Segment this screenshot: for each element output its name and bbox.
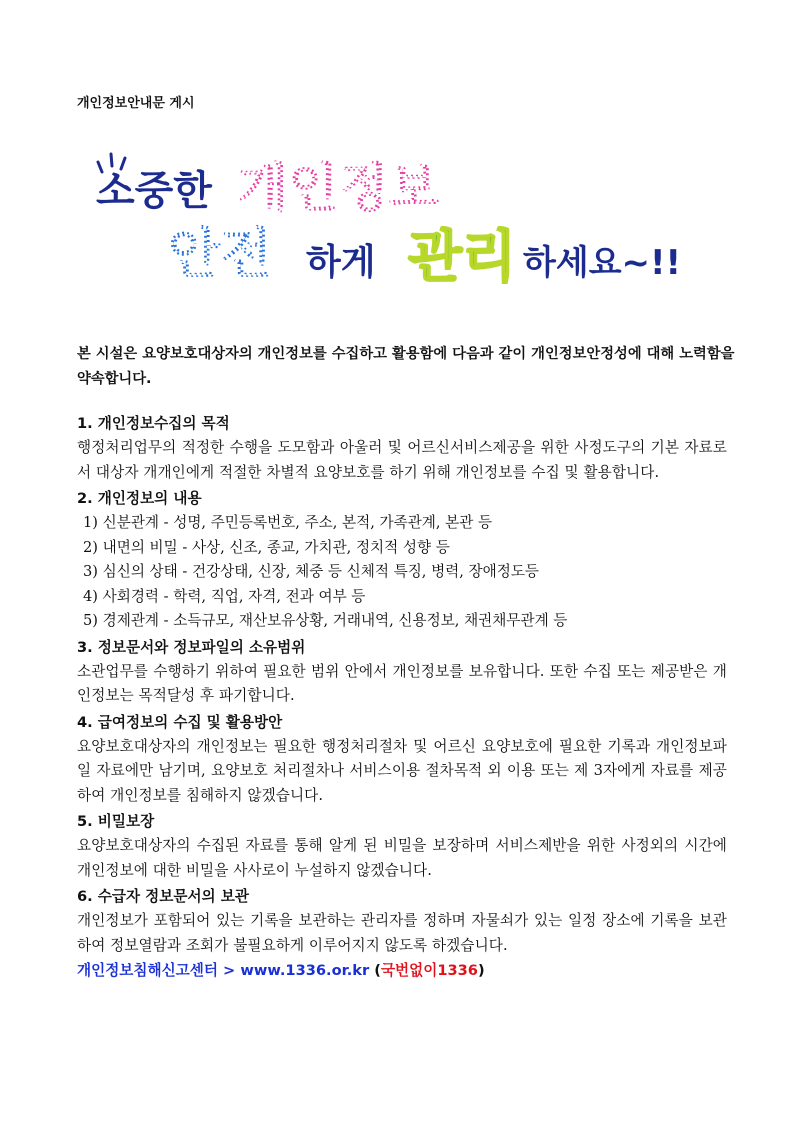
section-body: 행정처리업무의 적정한 수행을 도모함과 아울러 및 어르신서비스제공을 위한 사정도구의 기본 자료로서 대상자 개개인에게 적절한 차별적 요양보호를 하기 위해 개인정보를 수집 및 활용합니다. [77,439,727,481]
list-item: 3) 심신의 상태 - 건강상태, 신장, 체중 등 신체적 특징, 병력, 장애정도등 [83,563,540,580]
banner-line2-c: 관리 [408,225,517,290]
intro-statement: 본 시설은 요양보호대상자의 개인정보를 수집하고 활용함에 다음과 같이 개인정보안정성에 대해 노력함을 약속합니다. [77,346,735,387]
banner-line2-d: 하세요~!! [523,243,682,283]
banner-image [78,142,738,302]
section-heading: 5. 비밀보장 [77,813,155,830]
section-storage [77,884,727,958]
report-center-link[interactable]: 개인정보침해신고센터 > www.1336.or.kr [77,962,370,979]
section-body: 요양보호대상자의 수집된 자료를 통해 알게 된 비밀을 보장하며 서비스제반을 위한 사정외의 시간에 개인정보에 대한 비밀을 사사로이 누설하지 않겠습니다. [77,837,727,879]
list-item: 4) 사회경력 - 학력, 직업, 자격, 전과 여부 등 [83,587,366,605]
list-item: 1) 신분관계 - 성명, 주민등록번호, 주소, 본적, 가족관계, 본관 등 [83,514,493,531]
banner-line1-a: 소중한 [96,168,212,214]
banner-line1-b: 개인정보 [238,159,439,219]
section-collection [77,710,727,809]
section-heading: 6. 수급자 정보문서의 보관 [77,888,249,905]
section-heading: 2. 개인정보의 내용 [77,490,202,507]
paren-open: ( [374,962,381,979]
section-heading: 4. 급여정보의 수집 및 활용방안 [77,713,283,731]
report-center-line [77,958,727,984]
section-heading: 1. 개인정보수집의 목적 [77,415,230,432]
banner-line2-a: 안전 [168,222,273,285]
section-ownership [77,635,727,709]
section-contents [77,486,727,634]
section-body: 개인정보가 포함되어 있는 기록을 보관하는 관리자를 정하며 자물쇠가 있는 일정 장소에 기록을 보관하여 정보열람과 조회가 불필요하게 이루어지지 않도록 하겠습니다. [77,912,727,954]
contents-list [77,511,727,634]
section-body: 요양보호대상자의 개인정보는 필요한 행정처리절차 및 어르신 요양보호에 필요한 기록과 개인정보파일 자료에만 남기며, 요양보호 처리절차나 서비스이용 절차목적 외 이용 또는 제 3자에게 자료를 제공하여 개인정보를 침해하지 않겠습니다. [77,737,727,804]
section-purpose [77,411,727,485]
hotline-note: 국번없이1336 [380,962,478,979]
list-item: 2) 내면의 비밀 - 사상, 신조, 종교, 가치관, 정치적 성향 등 [83,538,450,556]
paren-close: ) [477,962,485,979]
section-confidentiality [77,809,727,883]
banner-line2-b: 하게 [306,242,376,283]
section-heading: 3. 정보문서와 정보파일의 소유범위 [77,638,306,656]
section-body: 소관업무를 수행하기 위하여 필요한 범위 안에서 개인정보를 보유합니다. 또한 수집 또는 제공받은 개인정보는 목적달성 후 파기합니다. [77,662,727,704]
page-title: 개인정보안내문 게시 [77,96,195,111]
list-item: 5) 경제관계 - 소득규모, 재산보유상황, 거래내역, 신용정보, 채권채무관계 등 [83,612,568,629]
policy-sections [77,410,727,984]
